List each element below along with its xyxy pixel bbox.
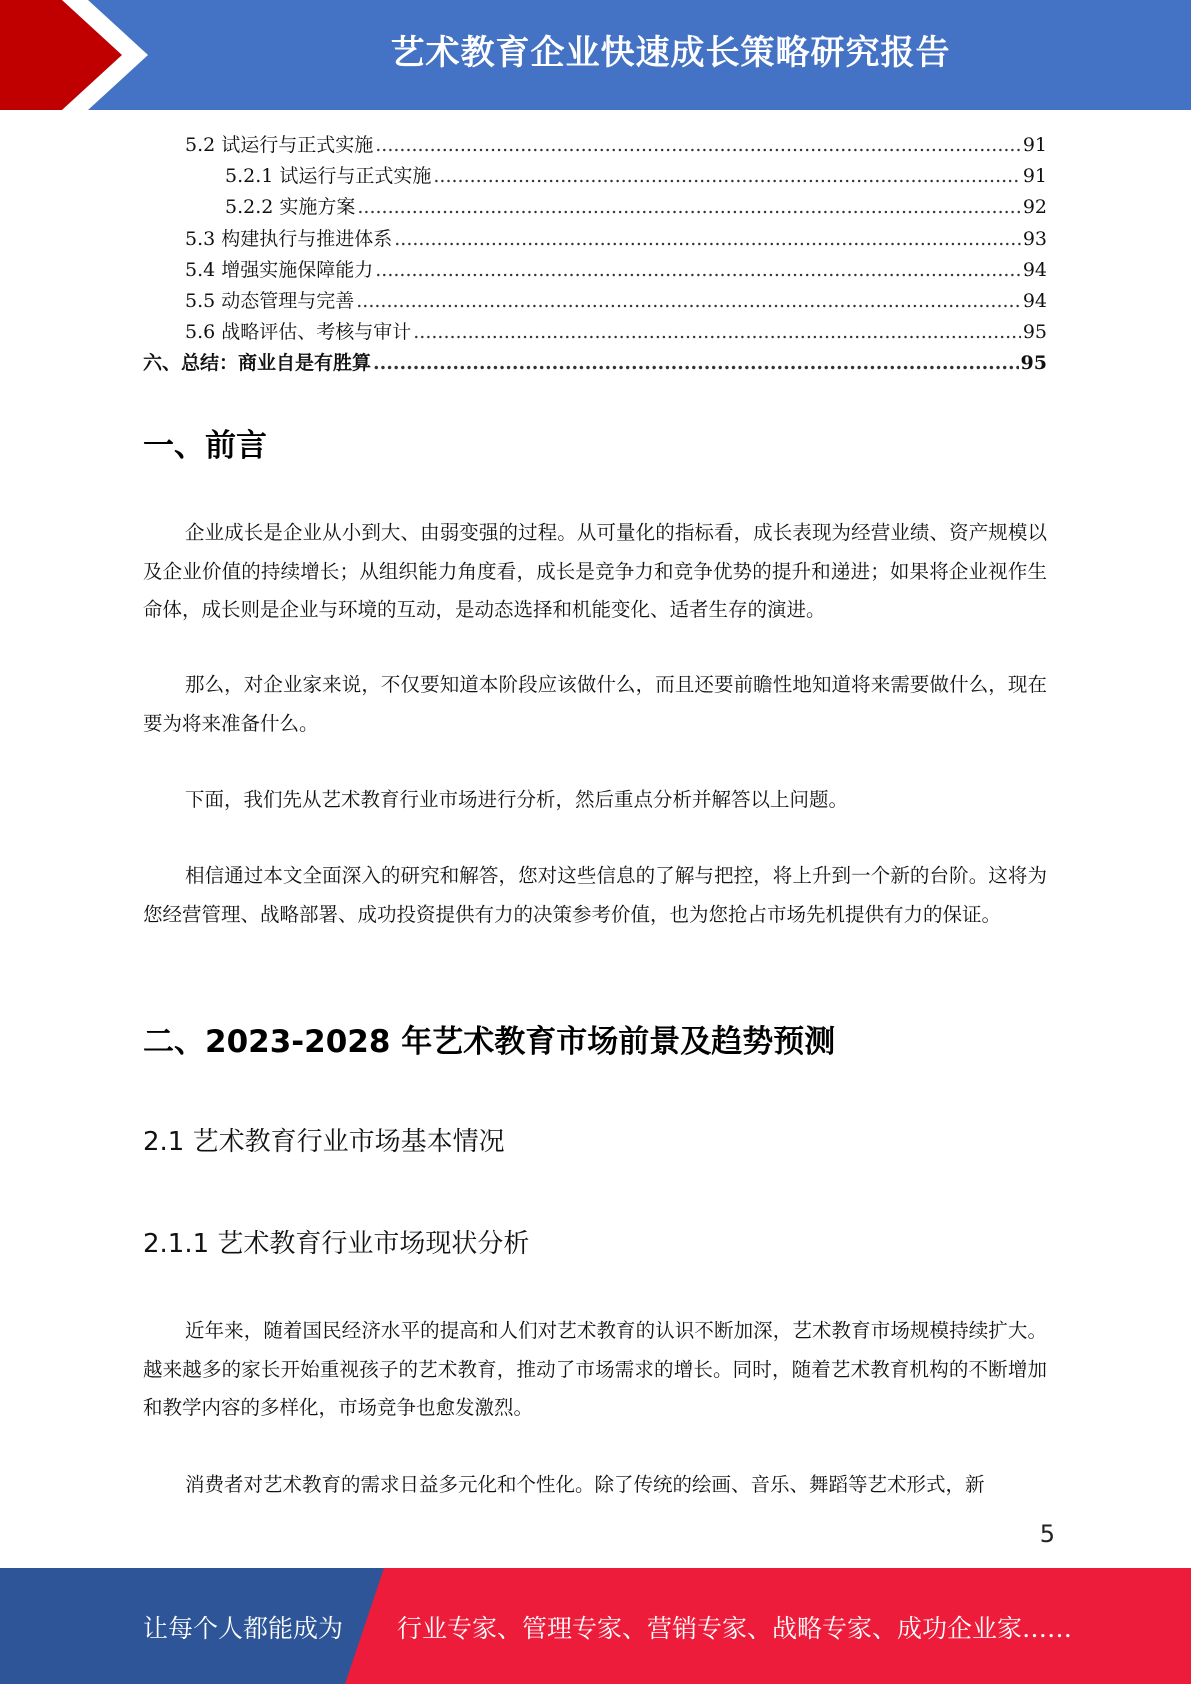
- toc-entry-page: 91: [1022, 165, 1047, 188]
- footer-slogan-left: 让每个人都能成为: [143, 1614, 344, 1643]
- toc-entry-page: 93: [1022, 227, 1047, 250]
- page-header: [0, 0, 1191, 110]
- toc-entry-label: 5.2 试运行与正式实施: [185, 134, 374, 156]
- toc-leader-dots: [433, 161, 1020, 192]
- toc-leader-dots: [357, 192, 1020, 223]
- preface-paragraph-3: 下面，我们先从艺术教育行业市场进行分析，然后重点分析并解答以上问题。: [185, 788, 849, 811]
- toc-entry-page: 94: [1022, 289, 1047, 312]
- toc-entry[interactable]: [143, 130, 1047, 161]
- toc-entry[interactable]: [143, 161, 1047, 192]
- toc-entry-page: 95: [1020, 352, 1047, 375]
- toc-leader-dots: [413, 317, 1021, 348]
- toc-entry-label: 5.2.1 试运行与正式实施: [225, 165, 432, 188]
- preface-paragraph-4: 相信通过本文全面深入的研究和解答，您对这些信息的了解与把控，将上升到一个新的台阶。这将为您经营管理、战略部署、成功投资提供有力的决策参考价值，也为您抢占市场先机提供有力的保证。: [143, 864, 1047, 926]
- report-title: 艺术教育企业快速成长策略研究报告: [390, 33, 951, 73]
- toc-entry-page: 95: [1022, 321, 1047, 344]
- toc-entry-label: 5.2.2 实施方案: [225, 196, 356, 219]
- footer-slogan-right: 行业专家、管理专家、营销专家、战略专家、成功企业家……: [397, 1614, 1073, 1643]
- toc-entry-label: 5.6 战略评估、考核与审计: [185, 321, 412, 344]
- toc-entry-page: 92: [1022, 196, 1047, 219]
- toc-entry-page: 91: [1022, 134, 1047, 156]
- toc-entry-label: 5.3 构建执行与推进体系: [185, 227, 393, 250]
- toc-entry-page: 94: [1022, 258, 1047, 281]
- page-number: 5: [1039, 1520, 1055, 1548]
- market-paragraph-1: 近年来，随着国民经济水平的提高和人们对艺术教育的认识不断加深，艺术教育市场规模持续扩大。越来越多的家长开始重视孩子的艺术教育，推动了市场需求的增长。同时，随着艺术教育机构的不断增加和教学内容的多样化，市场竞争也愈发激烈。: [143, 1319, 1047, 1419]
- toc-leader-dots: [356, 286, 1021, 317]
- preface-paragraph-1: 企业成长是企业从小到大、由弱变强的过程。从可量化的指标看，成长表现为经营业绩、资产规模以及企业价值的持续增长；从组织能力角度看，成长是竞争力和竞争优势的提升和递进；如果将企业视作生命体，成长则是企业与环境的互动，是动态选择和机能变化、适者生存的演进。: [143, 521, 1047, 621]
- toc-leader-dots: [375, 130, 1021, 161]
- table-of-contents: [143, 130, 1047, 380]
- toc-leader-dots: [375, 255, 1021, 286]
- section-heading-preface: 一、前言: [143, 428, 267, 464]
- subsection-heading-2-1: 2.1 艺术教育行业市场基本情况: [143, 1127, 505, 1157]
- toc-entry[interactable]: [143, 224, 1047, 255]
- market-paragraph-2: 消费者对艺术教育的需求日益多元化和个性化。除了传统的绘画、音乐、舞蹈等艺术形式，新: [185, 1473, 985, 1496]
- page-footer: [0, 1568, 1191, 1684]
- toc-leader-dots: [373, 348, 1019, 379]
- toc-entry[interactable]: [143, 286, 1047, 317]
- toc-entry[interactable]: [143, 348, 1047, 379]
- toc-entry[interactable]: [143, 317, 1047, 348]
- preface-paragraph-2: 那么，对企业家来说，不仅要知道本阶段应该做什么，而且还要前瞻性地知道将来需要做什么，现在要为将来准备什么。: [143, 673, 1047, 735]
- subsection-heading-2-1-1: 2.1.1 艺术教育行业市场现状分析: [143, 1229, 530, 1259]
- toc-entry[interactable]: [143, 255, 1047, 286]
- toc-entry-label: 六、总结：商业自是有胜算: [143, 352, 372, 375]
- toc-entry[interactable]: [143, 192, 1047, 223]
- toc-leader-dots: [394, 224, 1021, 255]
- toc-entry-label: 5.5 动态管理与完善: [185, 289, 355, 312]
- section-heading-market: 二、2023-2028 年艺术教育市场前景及趋势预测: [143, 1024, 836, 1060]
- toc-entry-label: 5.4 增强实施保障能力: [185, 258, 374, 281]
